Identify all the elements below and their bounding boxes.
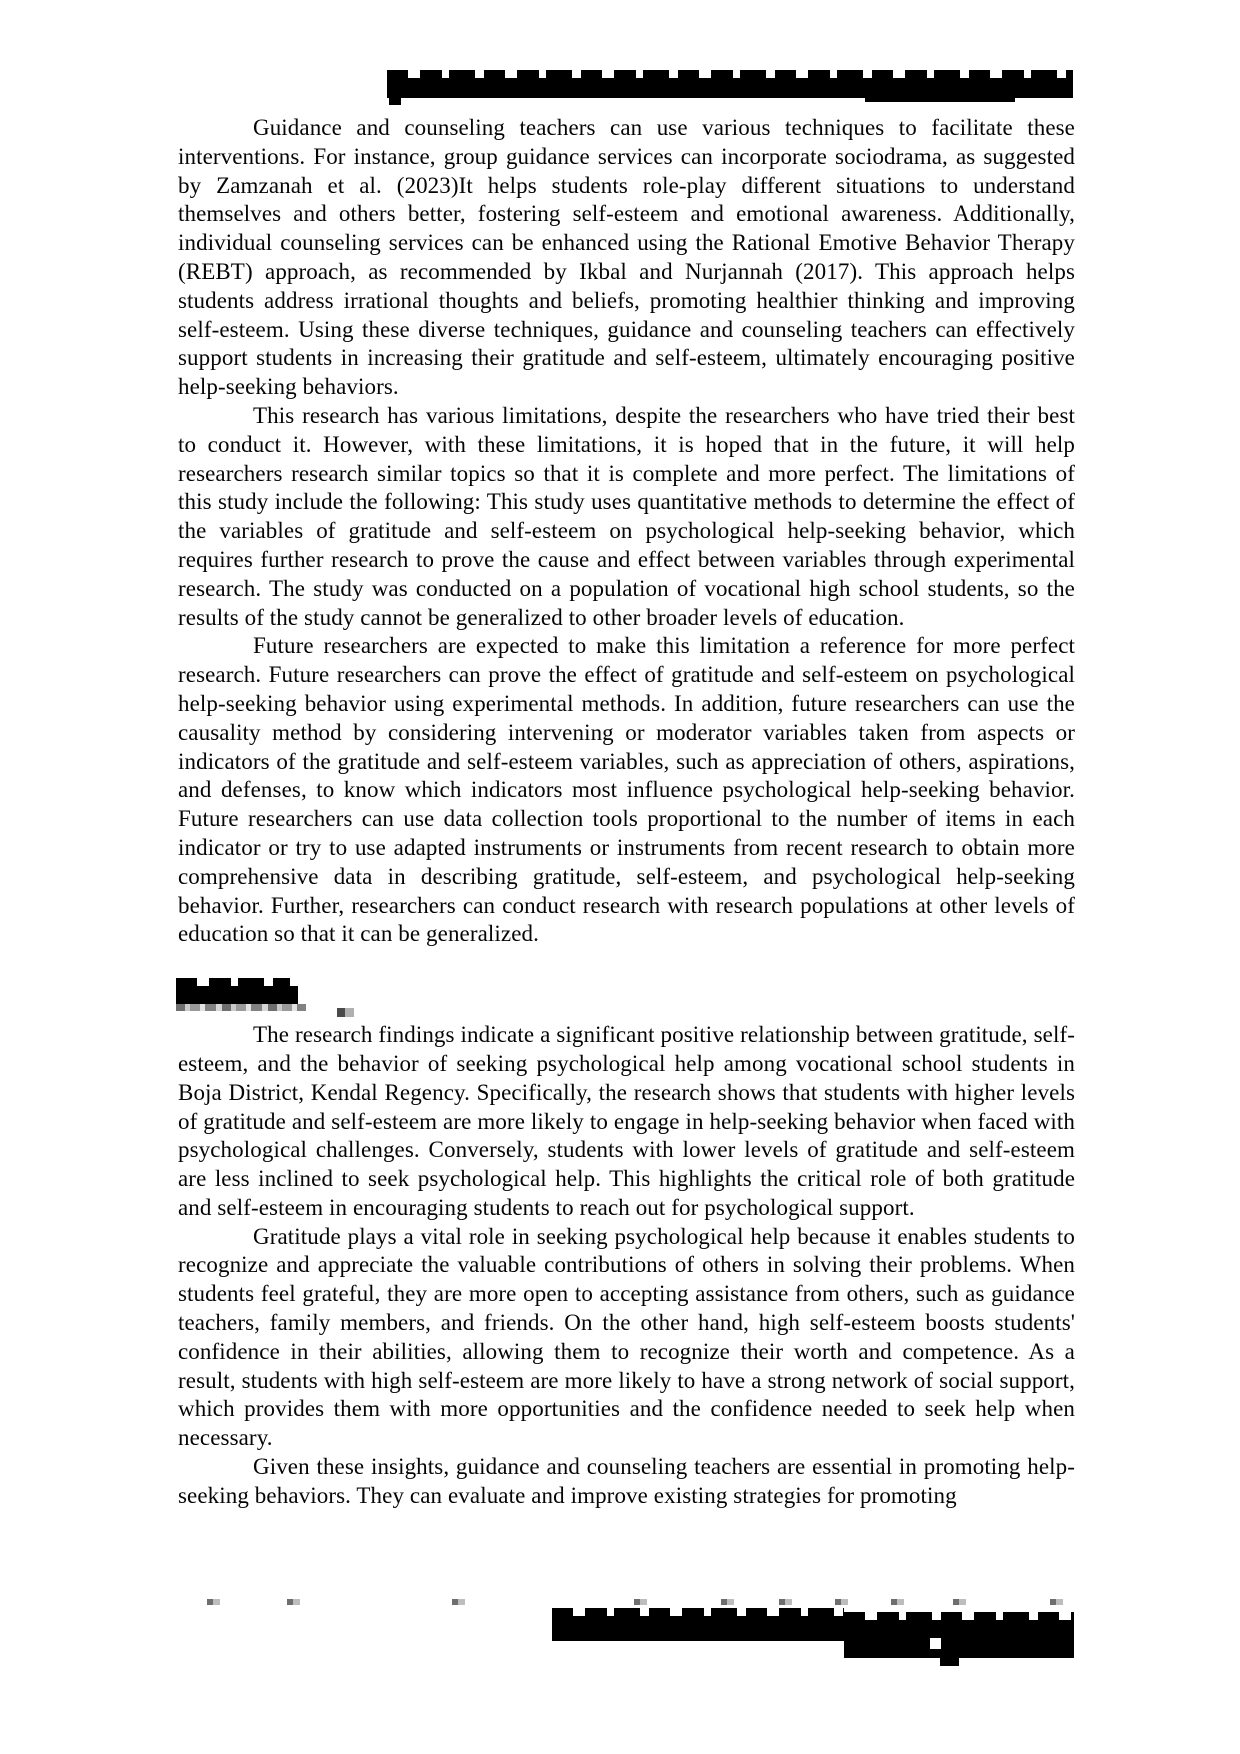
redaction-fragment (389, 98, 401, 105)
redaction-shadow-artifact (176, 1004, 306, 1011)
redacted-footer-bar-right (844, 1612, 1074, 1658)
redaction-bar (844, 1620, 1074, 1658)
redaction-gap (930, 1638, 941, 1649)
scan-artifact-mark (287, 1599, 300, 1605)
scan-artifact-mark (337, 1008, 354, 1017)
redaction-bar (176, 986, 298, 1004)
article-body (178, 114, 1075, 1511)
paragraph-given-insights: Given these insights, guidance and counseling teachers are essential in promoting help-seeking behaviors. They can evaluate and improve existing strategies for promoting (178, 1454, 1075, 1508)
redaction-fragment (940, 1658, 959, 1666)
redacted-header-bar (387, 70, 1073, 98)
paragraph-intervention-techniques: Guidance and counseling teachers can use various techniques to facilitate these interventions. For instance, group guidance services can incorporate sociodrama, as suggested by Zamzanah et al. (2023)It helps students role-play different situations to understand themselves and others better, fostering self-esteem and emotional awareness. Additionally, individual counseling services can be enhanced using the Rational Emotive Behavior Therapy (REBT) approach, as recommended by Ikbal and Nurjannah (2017). This approach helps students address irrational thoughts and beliefs, promoting healthier thinking and improving self-esteem. Using these diverse techniques, guidance and counseling teachers can effectively support students in increasing their gratitude and self-esteem, ultimately encouraging positive help-seeking behaviors. (178, 115, 1075, 400)
redaction-jagged-edge (844, 1612, 1074, 1620)
redaction-bar (387, 78, 1073, 98)
scan-artifact-mark (779, 1599, 792, 1605)
paragraph-research-findings: The research findings indicate a significant positive relationship between gratitude, self-esteem, and the behavior of seeking psychological help among vocational school students in Boja District, Kendal Regency. Specifically, the research shows that students with higher levels of gratitude and self-esteem are more likely to engage in help-seeking behavior when faced with psychological challenges. Conversely, students with lower levels of gratitude and self-esteem are less inclined to seek psychological help. This highlights the critical role of both gratitude and self-esteem in encouraging students to reach out for psychological support. (178, 1022, 1075, 1220)
redaction-jagged-edge (176, 978, 290, 986)
paragraph-gratitude-role: Gratitude plays a vital role in seeking psychological help because it enables students to recognize and appreciate the valuable contributions of others in solving their problems. When students feel grateful, they are more open to accepting assistance from others, such as guidance teachers, family members, and friends. On the other hand, high self-esteem boosts students' confidence in their abilities, allowing them to recognize their worth and competence. As a result, students with high self-esteem are more likely to have a strong network of social support, which provides them with more opportunities and the confidence needed to seek help when necessary. (178, 1223, 1075, 1451)
redaction-bar (552, 1616, 844, 1641)
scan-artifact-mark (1050, 1599, 1063, 1605)
redaction-jagged-edge (552, 1608, 844, 1616)
scan-artifact-mark (634, 1599, 647, 1605)
paragraph-future-researchers: Future researchers are expected to make this limitation a reference for more perfect research. Future researchers can prove the effect of gratitude and self-esteem on psychological help-seeking behavior using experimental methods. In addition, future researchers can use the causality method by considering intervening or moderator variables taken from aspects or indicators of the gratitude and self-esteem variables, such as appreciation of others, aspirations, and defenses, to know which indicators most influence psychological help-seeking behavior. Future researchers can use data collection tools proportional to the number of items in each indicator or try to use adapted instruments or instruments from recent research to obtain more comprehensive data in describing gratitude, self-esteem, and psychological help-seeking behavior. Further, researchers can conduct research with research populations at other levels of education so that it can be generalized. (178, 633, 1075, 947)
scan-artifact-mark (721, 1599, 734, 1605)
redaction-jagged-edge (387, 70, 1073, 78)
redacted-footer-bar-left (552, 1608, 844, 1641)
scan-artifact-mark (207, 1599, 220, 1605)
redacted-section-heading (176, 978, 298, 1011)
paragraph-research-limitations: This research has various limitations, despite the researchers who have tried their best to conduct it. However, with these limitations, it is hoped that in the future, it will help researchers research similar topics so that it is complete and more perfect. The limitations of this study include the following: This study uses quantitative methods to determine the effect of the variables of gratitude and self-esteem on psychological help-seeking behavior, which requires further research to prove the cause and effect between variables through experimental research. The study was conducted on a population of vocational high school students, so the results of the study cannot be generalized to other broader levels of education. (178, 402, 1075, 630)
redaction-fragment (865, 98, 1015, 102)
scan-artifact-mark (891, 1599, 904, 1605)
scan-artifact-mark (953, 1599, 966, 1605)
scan-artifact-mark (835, 1599, 848, 1605)
scan-artifact-mark (452, 1599, 465, 1605)
